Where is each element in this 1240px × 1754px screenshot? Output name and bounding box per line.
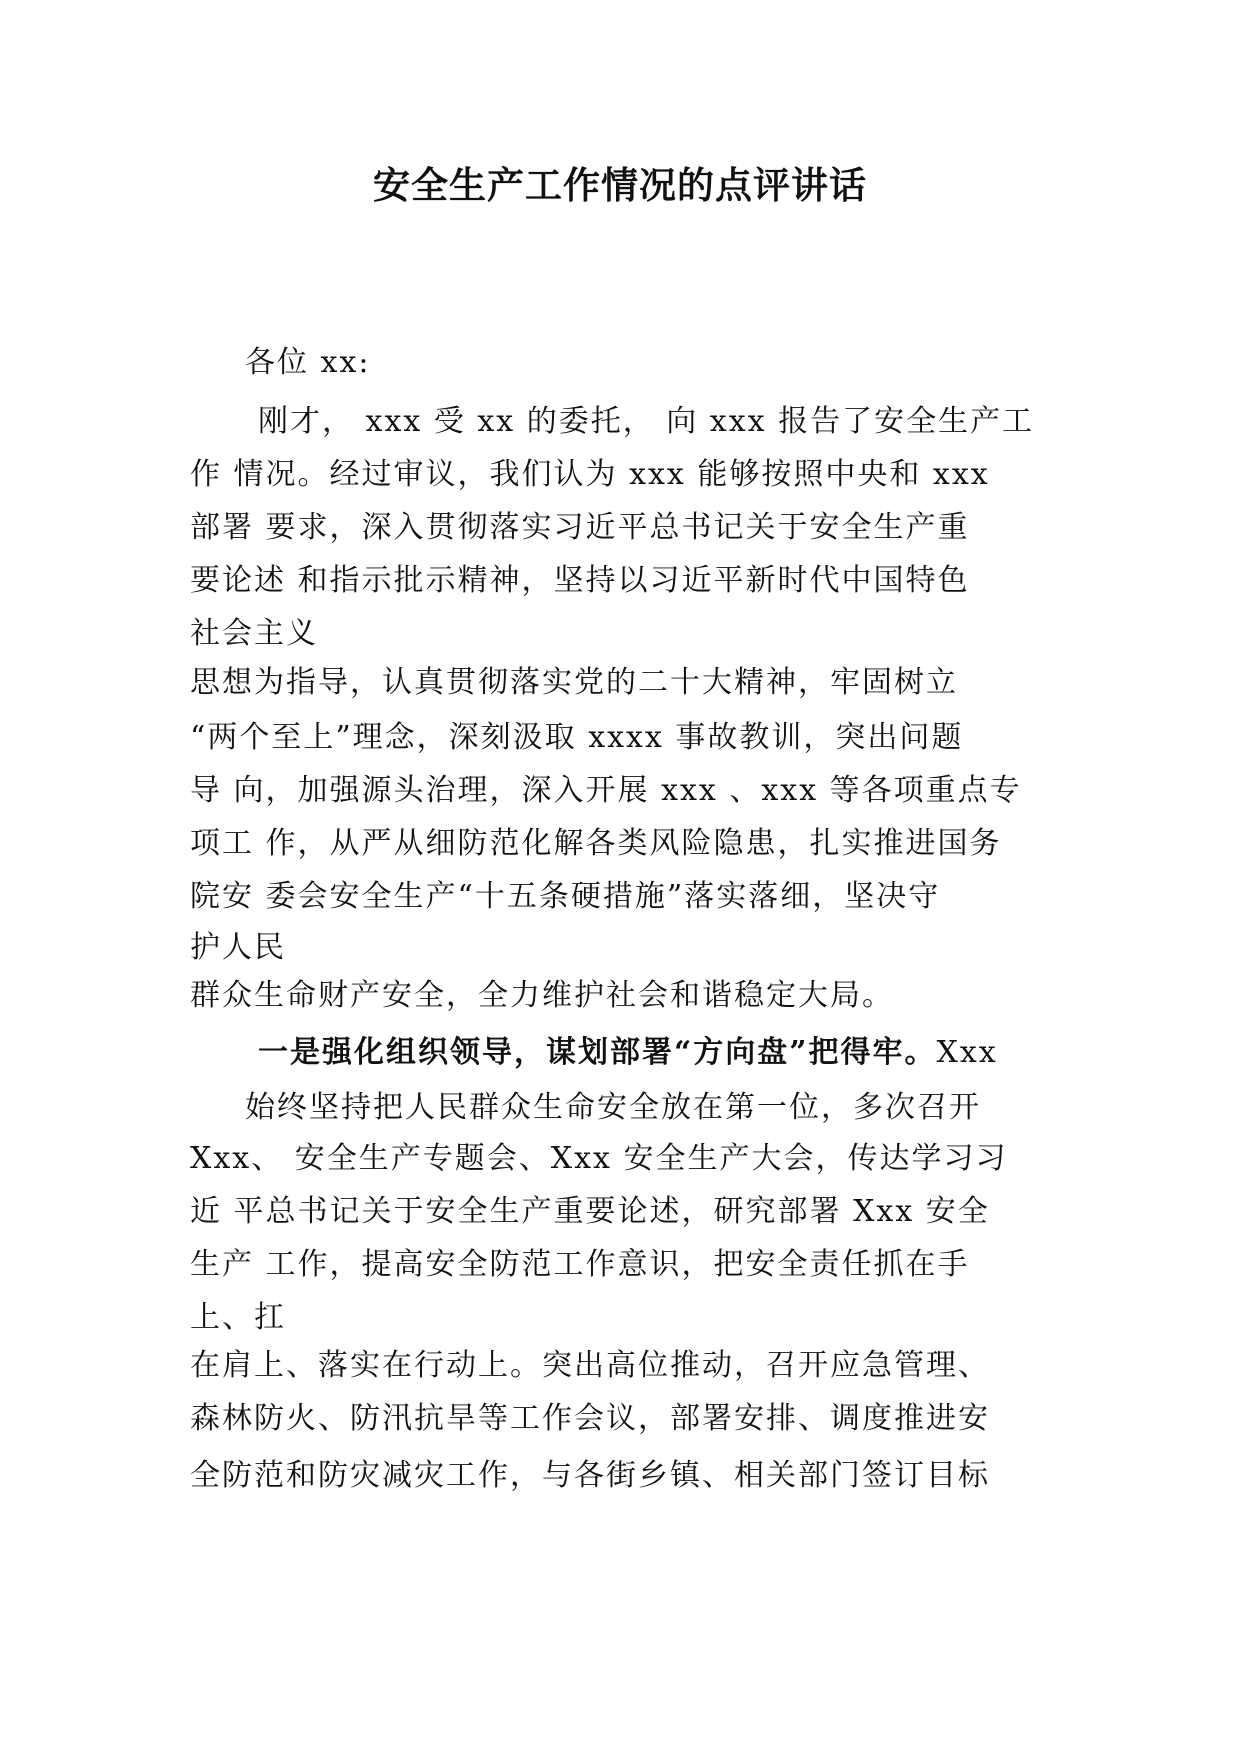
section-heading-1 xyxy=(258,1033,998,1073)
body-line: 作 情况。经过审议，我们认为 xxx 能够按照中央和 xxx xyxy=(190,457,990,492)
body-line: “两个至上”理念，深刻汲取 xxxx 事故教训，突出问题 xyxy=(190,720,964,755)
body-line: 始终坚持把人民群众生命安全放在第一位，多次召开 xyxy=(245,1090,981,1125)
body-line: 社会主义 xyxy=(190,616,318,651)
body-line: 森林防火、防汛抗旱等工作会议，部署安排、调度推进安 xyxy=(190,1401,990,1436)
document-title: 安全生产工作情况的点评讲话 xyxy=(373,163,867,207)
body-line: 思想为指导，认真贯彻落实党的二十大精神，牢固树立 xyxy=(190,665,958,700)
body-line: 项工 作，从严从细防范化解各类风险隐患，扎实推进国务 xyxy=(190,826,1002,861)
body-line: 导 向，加强源头治理，深入开展 xxx 、xxx 等各项重点专 xyxy=(190,773,1022,808)
body-line: 护人民 xyxy=(190,930,286,965)
salutation: 各位 xx: xyxy=(245,345,371,380)
section-heading-tail: Xxx xyxy=(936,1035,998,1070)
body-line: 刚才， xxx 受 xx 的委托， 向 xxx 报告了安全生产工 xyxy=(258,404,1035,439)
body-line: 院安 委会安全生产“十五条硬措施”落实落细，坚决守 xyxy=(190,879,941,914)
body-line: Xxx、 安全生产专题会、Xxx 安全生产大会，传达学习习 xyxy=(190,1141,1008,1176)
body-line: 要论述 和指示批示精神，坚持以习近平新时代中国特色 xyxy=(190,563,970,598)
body-line: 群众生命财产安全，全力维护社会和谐稳定大局。 xyxy=(190,978,894,1013)
section-heading-text: 一是强化组织领导，谋划部署“方向盘”把得牢。 xyxy=(258,1035,937,1070)
body-line: 部署 要求，深入贯彻落实习近平总书记关于安全生产重 xyxy=(190,510,970,545)
body-line: 近 平总书记关于安全生产重要论述，研究部署 Xxx 安全 xyxy=(190,1194,990,1229)
body-line: 全防范和防灾减灾工作，与各街乡镇、相关部门签订目标 xyxy=(190,1458,990,1493)
body-line: 上、扛 xyxy=(190,1300,286,1335)
body-line: 在肩上、落实在行动上。突出高位推动，召开应急管理、 xyxy=(190,1348,990,1383)
body-line: 生产 工作，提高安全防范工作意识，把安全责任抓在手 xyxy=(190,1247,970,1282)
